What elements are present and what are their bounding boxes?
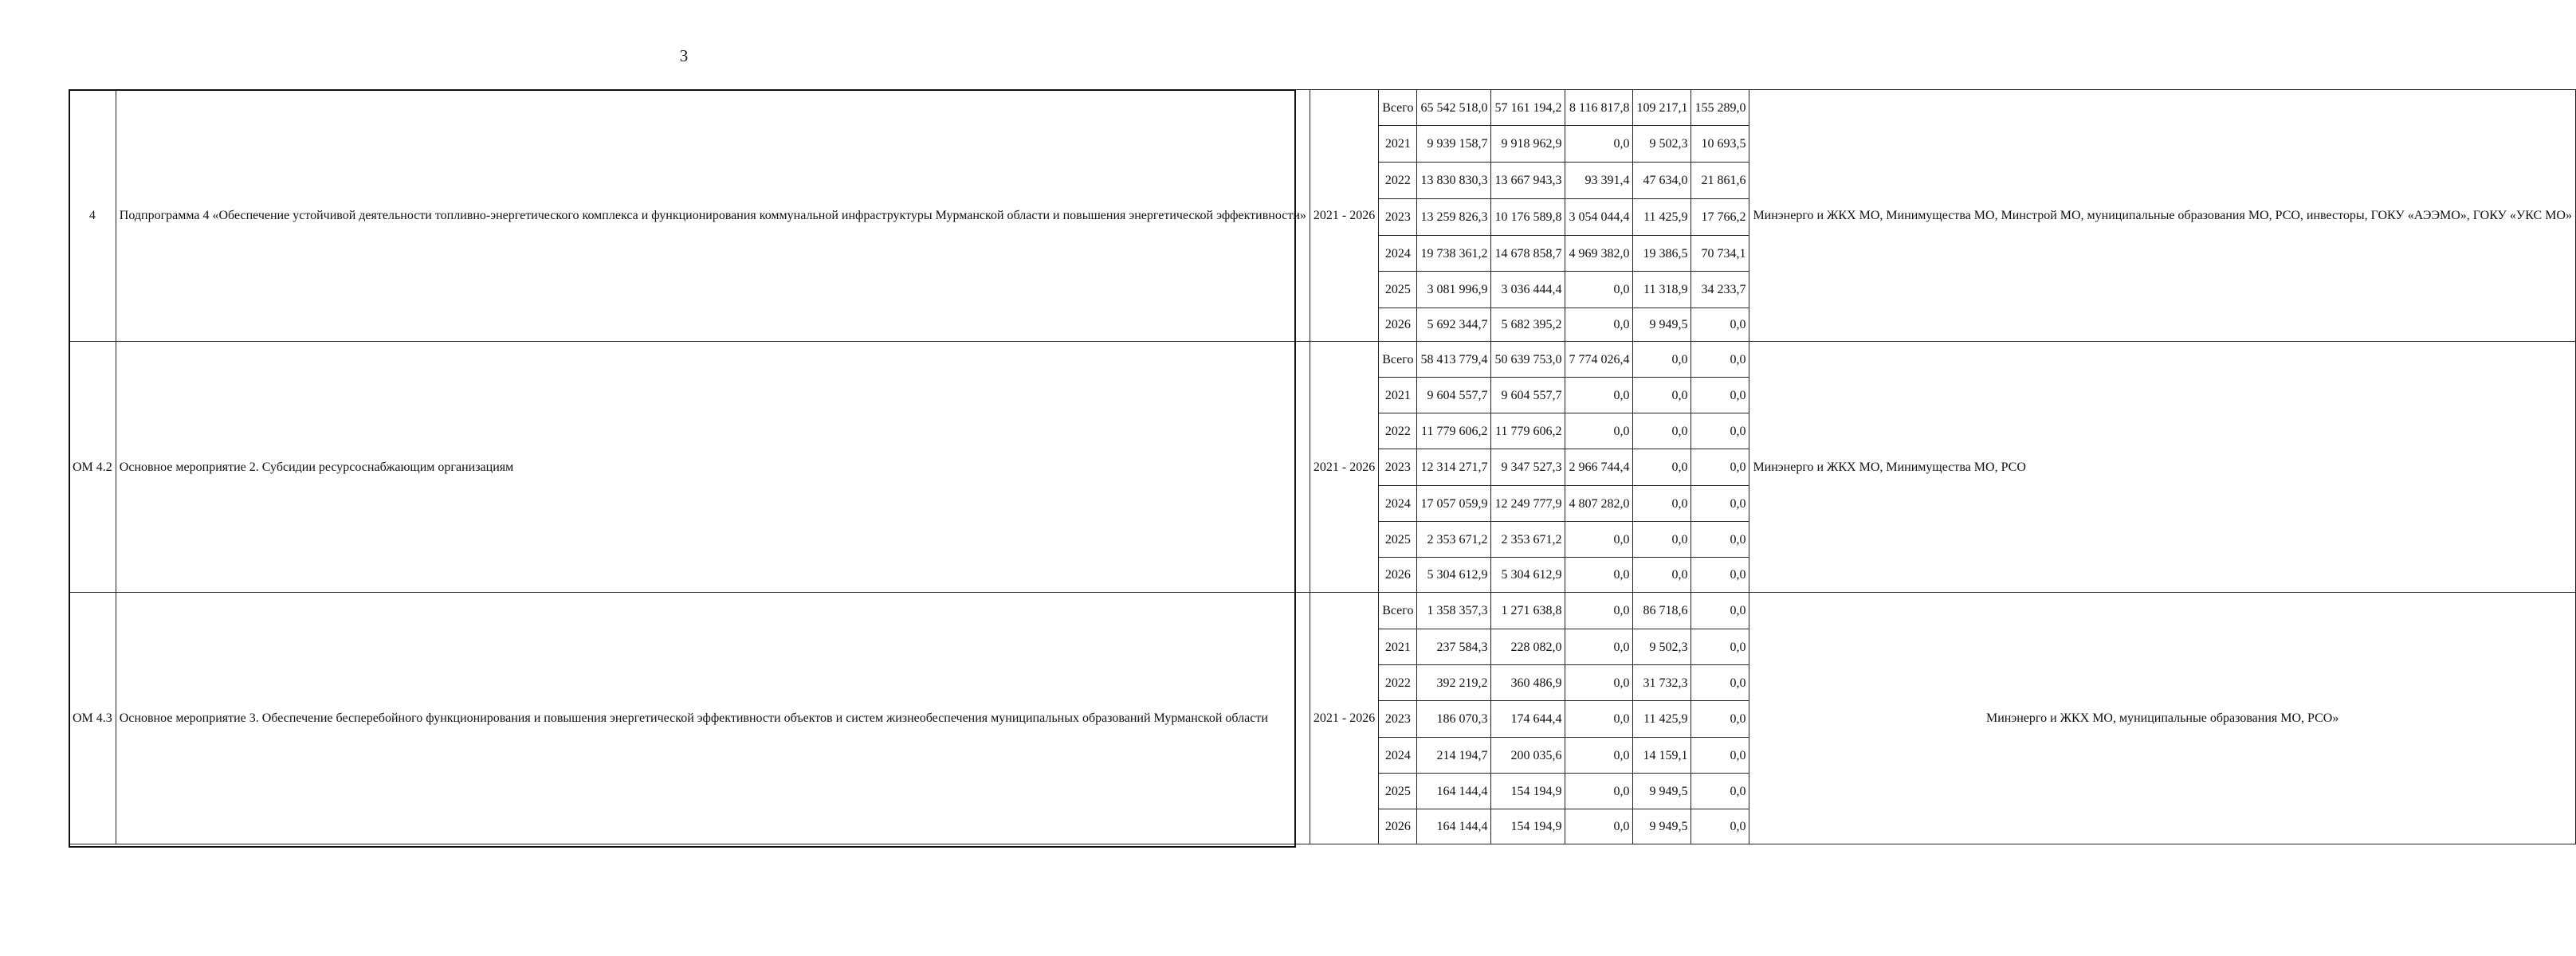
row-code: 4 — [69, 90, 116, 342]
cell-year: 2023 — [1379, 449, 1417, 486]
cell-total: 2 353 671,2 — [1417, 522, 1491, 558]
cell-other: 21 861,6 — [1691, 163, 1749, 199]
cell-federal: 3 054 044,4 — [1565, 199, 1633, 236]
cell-regional: 200 035,6 — [1491, 738, 1565, 774]
cell-federal: 0,0 — [1565, 522, 1633, 558]
cell-federal: 0,0 — [1565, 738, 1633, 774]
cell-regional: 12 249 777,9 — [1491, 486, 1565, 522]
cell-federal: 0,0 — [1565, 308, 1633, 342]
cell-other: 0,0 — [1691, 378, 1749, 413]
cell-other: 155 289,0 — [1691, 90, 1749, 126]
cell-local: 9 949,5 — [1633, 308, 1691, 342]
cell-regional: 14 678 858,7 — [1491, 236, 1565, 272]
cell-total: 13 830 830,3 — [1417, 163, 1491, 199]
row-code: ОМ 4.2 — [69, 342, 116, 593]
cell-year: 2024 — [1379, 486, 1417, 522]
cell-year: 2026 — [1379, 308, 1417, 342]
cell-year: 2023 — [1379, 701, 1417, 738]
cell-total: 9 604 557,7 — [1417, 378, 1491, 413]
cell-total: 392 219,2 — [1417, 665, 1491, 701]
cell-year: 2025 — [1379, 522, 1417, 558]
cell-other: 0,0 — [1691, 342, 1749, 378]
cell-year: 2021 — [1379, 126, 1417, 163]
cell-year: 2021 — [1379, 629, 1417, 665]
cell-federal: 0,0 — [1565, 629, 1633, 665]
cell-federal: 7 774 026,4 — [1565, 342, 1633, 378]
cell-total: 19 738 361,2 — [1417, 236, 1491, 272]
cell-year: Всего — [1379, 90, 1417, 126]
cell-regional: 174 644,4 — [1491, 701, 1565, 738]
cell-year: 2024 — [1379, 738, 1417, 774]
cell-regional: 9 918 962,9 — [1491, 126, 1565, 163]
cell-federal: 0,0 — [1565, 413, 1633, 449]
cell-federal: 8 116 817,8 — [1565, 90, 1633, 126]
cell-total: 5 692 344,7 — [1417, 308, 1491, 342]
cell-federal: 0,0 — [1565, 126, 1633, 163]
cell-year: 2022 — [1379, 163, 1417, 199]
cell-local: 0,0 — [1633, 342, 1691, 378]
cell-regional: 5 304 612,9 — [1491, 558, 1565, 593]
cell-regional: 154 194,9 — [1491, 774, 1565, 809]
cell-federal: 0,0 — [1565, 665, 1633, 701]
cell-other: 0,0 — [1691, 558, 1749, 593]
cell-total: 65 542 518,0 — [1417, 90, 1491, 126]
cell-local: 11 425,9 — [1633, 199, 1691, 236]
cell-local: 0,0 — [1633, 449, 1691, 486]
cell-federal: 0,0 — [1565, 774, 1633, 809]
cell-other: 0,0 — [1691, 308, 1749, 342]
row-period: 2021 - 2026 — [1310, 90, 1378, 342]
cell-local: 0,0 — [1633, 558, 1691, 593]
budget-table-wrap — [69, 89, 2576, 844]
cell-total: 9 939 158,7 — [1417, 126, 1491, 163]
cell-total: 164 144,4 — [1417, 809, 1491, 844]
cell-total: 186 070,3 — [1417, 701, 1491, 738]
table-row — [69, 342, 2576, 378]
cell-other: 10 693,5 — [1691, 126, 1749, 163]
cell-local: 14 159,1 — [1633, 738, 1691, 774]
cell-regional: 9 347 527,3 — [1491, 449, 1565, 486]
cell-other: 0,0 — [1691, 629, 1749, 665]
cell-year: 2022 — [1379, 665, 1417, 701]
row-executors: Минэнерго и ЖКХ МО, Минимущества МО, РСО — [1749, 342, 2576, 593]
cell-regional: 9 604 557,7 — [1491, 378, 1565, 413]
cell-regional: 11 779 606,2 — [1491, 413, 1565, 449]
cell-federal: 2 966 744,4 — [1565, 449, 1633, 486]
row-executors: Минэнерго и ЖКХ МО, муниципальные образования МО, РСО» — [1749, 593, 2576, 844]
cell-federal: 0,0 — [1565, 558, 1633, 593]
budget-table-body — [69, 90, 2576, 844]
cell-regional: 3 036 444,4 — [1491, 272, 1565, 308]
cell-local: 19 386,5 — [1633, 236, 1691, 272]
cell-local: 11 425,9 — [1633, 701, 1691, 738]
row-name: Подпрограмма 4 «Обеспечение устойчивой деятельности топливно-энергетического комплекса и функционирования коммунальной инфраструктуры Мурманской области и повышения энергетической эффективности» — [116, 90, 1310, 342]
cell-regional: 10 176 589,8 — [1491, 199, 1565, 236]
cell-federal: 0,0 — [1565, 272, 1633, 308]
cell-federal: 4 969 382,0 — [1565, 236, 1633, 272]
cell-total: 11 779 606,2 — [1417, 413, 1491, 449]
cell-federal: 0,0 — [1565, 378, 1633, 413]
cell-regional: 228 082,0 — [1491, 629, 1565, 665]
table-row — [69, 593, 2576, 629]
row-period: 2021 - 2026 — [1310, 593, 1378, 844]
cell-year: 2022 — [1379, 413, 1417, 449]
row-name: Основное мероприятие 3. Обеспечение бесперебойного функционирования и повышения энергетической эффективности объектов и систем жизнеобеспечения муниципальных образований Мурманской области — [116, 593, 1310, 844]
cell-regional: 2 353 671,2 — [1491, 522, 1565, 558]
table-row — [69, 90, 2576, 126]
cell-total: 12 314 271,7 — [1417, 449, 1491, 486]
cell-other: 17 766,2 — [1691, 199, 1749, 236]
cell-other: 0,0 — [1691, 449, 1749, 486]
cell-total: 1 358 357,3 — [1417, 593, 1491, 629]
cell-local: 109 217,1 — [1633, 90, 1691, 126]
cell-year: 2021 — [1379, 378, 1417, 413]
cell-local: 0,0 — [1633, 378, 1691, 413]
cell-year: 2025 — [1379, 272, 1417, 308]
cell-year: 2025 — [1379, 774, 1417, 809]
cell-total: 164 144,4 — [1417, 774, 1491, 809]
cell-regional: 154 194,9 — [1491, 809, 1565, 844]
cell-total: 214 194,7 — [1417, 738, 1491, 774]
cell-local: 0,0 — [1633, 413, 1691, 449]
cell-regional: 57 161 194,2 — [1491, 90, 1565, 126]
cell-local: 9 949,5 — [1633, 809, 1691, 844]
cell-local: 0,0 — [1633, 486, 1691, 522]
cell-local: 86 718,6 — [1633, 593, 1691, 629]
cell-other: 0,0 — [1691, 809, 1749, 844]
row-code: ОМ 4.3 — [69, 593, 116, 844]
cell-regional: 5 682 395,2 — [1491, 308, 1565, 342]
cell-total: 17 057 059,9 — [1417, 486, 1491, 522]
cell-total: 237 584,3 — [1417, 629, 1491, 665]
cell-local: 47 634,0 — [1633, 163, 1691, 199]
cell-federal: 0,0 — [1565, 809, 1633, 844]
cell-local: 31 732,3 — [1633, 665, 1691, 701]
cell-other: 34 233,7 — [1691, 272, 1749, 308]
cell-year: 2026 — [1379, 809, 1417, 844]
cell-federal: 0,0 — [1565, 593, 1633, 629]
cell-total: 58 413 779,4 — [1417, 342, 1491, 378]
cell-other: 0,0 — [1691, 593, 1749, 629]
cell-year: 2024 — [1379, 236, 1417, 272]
budget-table — [69, 89, 2576, 844]
cell-regional: 50 639 753,0 — [1491, 342, 1565, 378]
cell-other: 0,0 — [1691, 413, 1749, 449]
cell-year: Всего — [1379, 342, 1417, 378]
cell-total: 13 259 826,3 — [1417, 199, 1491, 236]
cell-local: 9 502,3 — [1633, 126, 1691, 163]
cell-other: 0,0 — [1691, 522, 1749, 558]
cell-local: 0,0 — [1633, 522, 1691, 558]
cell-local: 9 502,3 — [1633, 629, 1691, 665]
cell-other: 0,0 — [1691, 774, 1749, 809]
cell-total: 3 081 996,9 — [1417, 272, 1491, 308]
row-period: 2021 - 2026 — [1310, 342, 1378, 593]
cell-other: 70 734,1 — [1691, 236, 1749, 272]
cell-federal: 93 391,4 — [1565, 163, 1633, 199]
cell-regional: 1 271 638,8 — [1491, 593, 1565, 629]
cell-other: 0,0 — [1691, 701, 1749, 738]
cell-regional: 13 667 943,3 — [1491, 163, 1565, 199]
cell-year: Всего — [1379, 593, 1417, 629]
cell-other: 0,0 — [1691, 738, 1749, 774]
cell-local: 11 318,9 — [1633, 272, 1691, 308]
cell-year: 2023 — [1379, 199, 1417, 236]
cell-year: 2026 — [1379, 558, 1417, 593]
cell-total: 5 304 612,9 — [1417, 558, 1491, 593]
cell-local: 9 949,5 — [1633, 774, 1691, 809]
cell-federal: 4 807 282,0 — [1565, 486, 1633, 522]
row-executors: Минэнерго и ЖКХ МО, Минимущества МО, Минстрой МО, муниципальные образования МО, РСО, инвесторы, ГОКУ «АЭЭМО», ГОКУ «УКС МО» — [1749, 90, 2576, 342]
cell-other: 0,0 — [1691, 665, 1749, 701]
cell-other: 0,0 — [1691, 486, 1749, 522]
cell-regional: 360 486,9 — [1491, 665, 1565, 701]
row-name: Основное мероприятие 2. Субсидии ресурсоснабжающим организациям — [116, 342, 1310, 593]
page-number: 3 — [679, 46, 689, 65]
cell-federal: 0,0 — [1565, 701, 1633, 738]
